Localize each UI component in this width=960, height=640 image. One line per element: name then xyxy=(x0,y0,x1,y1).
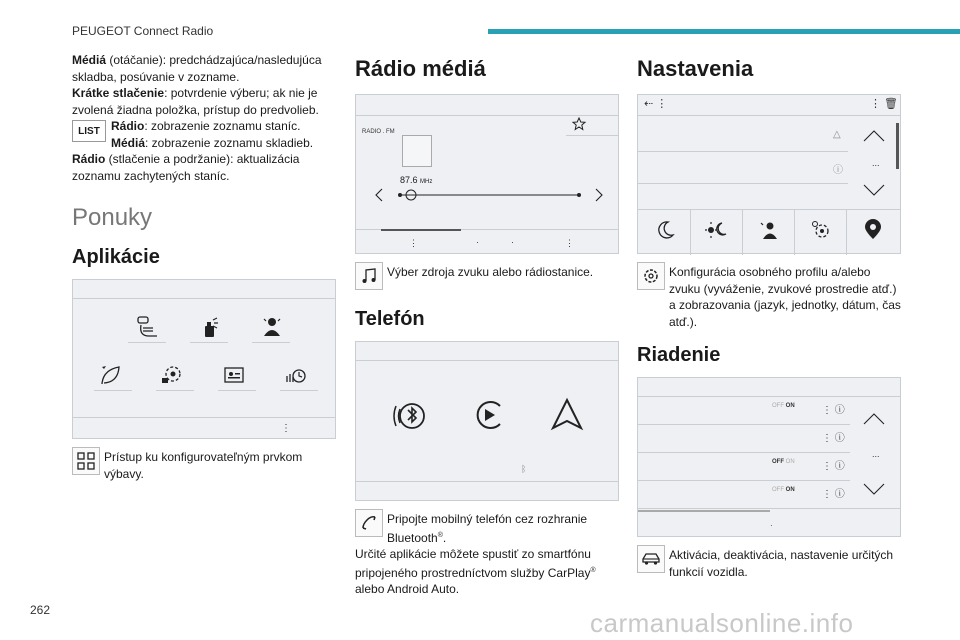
radio-screen-illustration xyxy=(355,94,619,254)
row-1-menu-info-icon: ⋮ ⓘ xyxy=(822,405,845,416)
scroll-down-icon[interactable] xyxy=(862,183,886,197)
column-left xyxy=(72,52,337,482)
tuning-slider xyxy=(374,183,604,207)
driving-screen-illustration xyxy=(637,377,901,537)
driving-desc-row xyxy=(637,545,902,580)
apps-desc-row xyxy=(72,447,337,482)
apps-description: Prístup ku konfigurovateľným prvkom výbavy. xyxy=(104,450,303,481)
menu-dots-right: ⋮ xyxy=(565,238,574,248)
column-middle xyxy=(355,52,620,598)
toggle-row-4[interactable]: OFF ON xyxy=(772,487,795,493)
car-icon xyxy=(637,545,665,573)
settings-description: Konfigurácia osobného profilu a/alebo zvuku (vyváženie, zvukové prostredie atď.) a zobrazovania (jazyk, jednotky, dátum, čas atď.). xyxy=(669,265,901,329)
station-artwork xyxy=(402,135,432,167)
watermark: carmanualsonline.info xyxy=(590,608,854,638)
connected-apps-icon xyxy=(135,314,161,340)
spray-icon xyxy=(197,314,223,340)
settings-screen-illustration xyxy=(637,94,901,254)
paragraph-short-press: Krátke stlačenie: potvrdenie výberu; ak nie je zvolená žiadna položka, prístup do predvolieb. xyxy=(72,86,319,117)
more-dots: ... xyxy=(872,158,880,168)
android-auto-icon xyxy=(548,396,586,434)
frequency-readout: 87.6 MHz xyxy=(400,175,433,185)
user-icon xyxy=(259,314,285,340)
scrollbar[interactable] xyxy=(896,123,899,169)
phone-description-2: Určité aplikácie môžete spustiť zo smartfónu pripojeného prostredníctvom služby CarPlay® alebo Android Auto. xyxy=(355,547,596,596)
timer-settings-icon xyxy=(283,362,309,388)
column-right xyxy=(637,52,902,580)
menu-dots-left: ⋮ xyxy=(409,238,418,248)
eco-leaf-icon xyxy=(97,362,123,388)
delete-icon: ⋮ 🗑 xyxy=(870,98,899,110)
apps-screen-illustration xyxy=(72,279,336,439)
phone-description-1: Pripojte mobilný telefón cez rozhranie Bluetooth®. xyxy=(387,512,588,545)
bluetooth-status-icon: ᛒ xyxy=(521,464,527,474)
bottom-dot: · xyxy=(770,521,773,530)
back-arrow-icon: ⇠ ⋮ xyxy=(644,98,668,110)
paragraph-radio-list: Rádio: zobrazenie zoznamu staníc. xyxy=(111,119,301,133)
menu-heading: Ponuky xyxy=(72,204,153,231)
list-button-icon: LIST xyxy=(72,120,106,142)
driving-heading: Riadenie xyxy=(637,344,721,366)
page-indicator xyxy=(638,510,770,512)
warning-icon: △ xyxy=(833,129,841,140)
carplay-icon xyxy=(470,396,508,434)
more-options-icon: ⋮ xyxy=(281,423,291,434)
tab-indicator xyxy=(381,229,461,231)
row-4-menu-info-icon: ⋮ ⓘ xyxy=(822,489,845,500)
driving-description: Aktivácia, deaktivácia, nastavenie určitých funkcií vozidla. xyxy=(669,548,894,579)
settings-heading: Nastavenia xyxy=(637,56,754,81)
toggle-row-3[interactable]: OFF ON xyxy=(772,459,795,465)
paragraph-media-list: Médiá: zobrazenie zoznamu skladieb. xyxy=(111,135,314,150)
phone-desc-row xyxy=(355,509,620,546)
header-accent-bar xyxy=(488,29,960,34)
media-desc-row xyxy=(355,262,620,290)
id-card-icon xyxy=(221,362,247,388)
row-2-menu-info-icon: ⋮ ⓘ xyxy=(822,433,845,444)
page-number: 262 xyxy=(30,603,51,617)
phone-handset-icon xyxy=(355,509,383,537)
phone-heading: Telefón xyxy=(355,308,425,330)
bluetooth-icon xyxy=(390,396,428,434)
gear-cycle-icon xyxy=(159,362,185,388)
profile-settings-icon xyxy=(758,219,780,241)
settings-gear-icon xyxy=(637,262,665,290)
day-night-icon xyxy=(704,219,728,241)
row-3-menu-info-icon: ⋮ ⓘ xyxy=(822,461,845,472)
system-settings-icon xyxy=(810,219,832,241)
driving-scroll-up-icon[interactable] xyxy=(862,412,886,426)
running-header: PEUGEOT Connect Radio xyxy=(72,24,214,38)
star-icon xyxy=(572,117,586,131)
dot-b: · xyxy=(511,237,514,247)
settings-desc-row xyxy=(637,262,902,330)
music-note-icon xyxy=(355,262,383,290)
phone-screen-illustration xyxy=(355,341,619,501)
toggle-row-1[interactable]: OFF ON xyxy=(772,403,795,409)
driving-scroll-down-icon[interactable] xyxy=(862,482,886,496)
paragraph-radio-hold: Rádio (stlačenie a podržanie): aktualizácia zoznamu zachytených staníc. xyxy=(72,152,300,183)
apps-grid-icon xyxy=(72,447,100,475)
paragraph-media-rotate: Médiá (otáčanie): predchádzajúca/nasledujúca skladba, posúvanie v zozname. xyxy=(72,53,322,84)
driving-more-dots: ... xyxy=(872,449,880,459)
dot-a: · xyxy=(476,237,479,247)
radio-band-label: RADIO . FM xyxy=(362,129,395,135)
location-privacy-icon xyxy=(862,219,884,241)
apps-heading: Aplikácie xyxy=(72,246,160,268)
media-heading: Rádio médiá xyxy=(355,56,486,81)
scroll-up-icon[interactable] xyxy=(862,129,886,143)
list-block xyxy=(72,118,337,151)
media-description: Výber zdroja zvuku alebo rádiostanice. xyxy=(387,265,594,279)
info-icon: ⓘ xyxy=(833,165,843,176)
night-mode-icon xyxy=(654,219,676,241)
